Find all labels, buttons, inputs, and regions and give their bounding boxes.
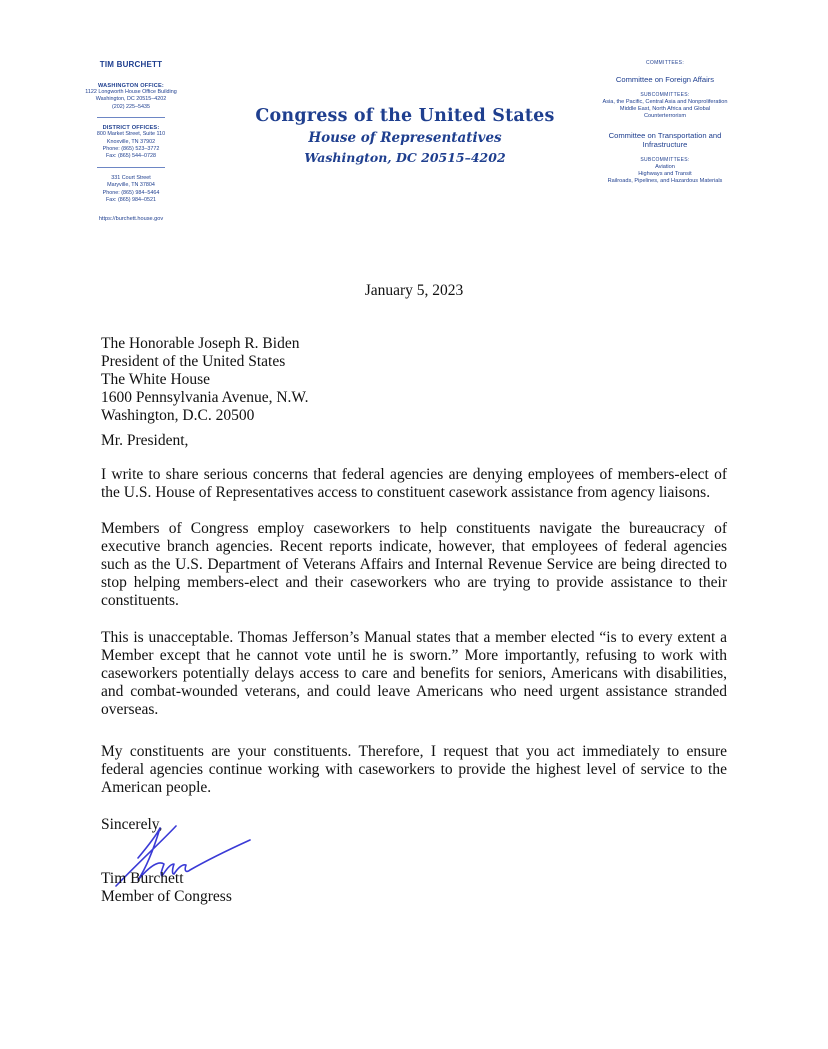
signer-name: Tim Burchett [101, 870, 184, 887]
letterhead-left-column [62, 60, 200, 222]
letterhead-divider [97, 167, 165, 168]
address-line: 1600 Pennsylvania Avenue, N.W. [101, 389, 309, 406]
district-office-line: Maryville, TN 37804 [107, 182, 155, 189]
subcommittee-line: Counterterrorism [644, 113, 686, 119]
subcommittee-line: Aviation [655, 164, 675, 170]
washington-office-line: Washington, DC 20515–4202 [95, 96, 167, 103]
signature-block [101, 870, 232, 906]
district-office-line: Knoxville, TN 37902 [106, 138, 156, 145]
address-line: Washington, D.C. 20500 [101, 407, 255, 424]
address-line: The Honorable Joseph R. Biden [101, 335, 300, 352]
washington-office-line: 1122 Longworth House Office Building [85, 89, 177, 95]
website-link[interactable]: https://burchett.house.gov [98, 216, 164, 223]
subcommittee-line: Middle East, North Africa and Global [619, 106, 711, 112]
district-office-line: Fax: (865) 544–0728 [105, 153, 157, 160]
body-paragraph: Members of Congress employ caseworkers to help constituents navigate the bureaucracy of executive branch agencies. Recent reports indicate, however, that employees of federal agencies such as the U.S. Department of Veterans Affairs and Internal Revenue Service are being directed to stop helping members-elect and their caseworkers who are trying to provide assistance to their constituents. [101, 520, 727, 609]
body-paragraph: My constituents are your constituents. Therefore, I request that you act immediately to ensure federal agencies continue working with caseworkers to provide the highest level of service to the American people. [101, 743, 727, 796]
subcommittee-line: Railroads, Pipelines, and Hazardous Materials [607, 178, 723, 184]
district-office-line: Phone: (865) 523–3772 [102, 146, 160, 153]
washington-office-line: (202) 225–5435 [111, 103, 151, 110]
district-office-line: 331 Court Street [111, 174, 151, 181]
district-offices-heading: DISTRICT OFFICES: [102, 125, 160, 132]
washington-office-heading: WASHINGTON OFFICE: [98, 83, 164, 89]
letterhead-center [250, 104, 560, 168]
recipient-address [101, 335, 309, 425]
address-line: President of the United States [101, 353, 286, 370]
body-paragraph: This is unacceptable. Thomas Jefferson’s Manual states that a member elected “is to every extent a Member except that he cannot vote until he is sworn.” More importantly, refusing to work with caseworkers potentially delays access to care and benefits for seniors, Americans with disabilities, and combat-wounded veterans, and could leave Americans who need urgent assistance stranded overseas. [101, 629, 727, 718]
closing: Sincerely, [101, 816, 163, 833]
subcommittee-line: Highways and Transit [638, 171, 692, 177]
signer-title: Member of Congress [101, 888, 232, 905]
letter-date: January 5, 2023 [364, 282, 464, 299]
letterhead-divider [97, 117, 165, 118]
subcommittee-line: Asia, the Pacific, Central Asia and Nonproliferation [602, 99, 728, 105]
district-office-line: 800 Market Street, Suite 110 [96, 131, 166, 138]
district-office-line: Phone: (865) 984–5464 [102, 189, 160, 196]
address-line: The White House [101, 371, 211, 388]
subcommittees-heading: SUBCOMMITTEES: [640, 157, 690, 163]
member-name-heading: TIM BURCHETT [99, 60, 163, 69]
letterhead-right-column [570, 60, 760, 185]
salutation: Mr. President, [101, 432, 189, 449]
subcommittees-heading: SUBCOMMITTEES: [640, 92, 690, 98]
house-subtitle: House of Representatives [308, 130, 502, 146]
district-office-line: Fax: (865) 984–0521 [105, 197, 157, 204]
city-line: Washington, DC 20515–4202 [304, 150, 506, 165]
congress-title: Congress of the United States [255, 106, 555, 126]
body-paragraph: I write to share serious concerns that federal agencies are denying employees of members-elect of the U.S. House of Representatives access to constituent casework assistance from agency liaisons. [101, 466, 727, 501]
committees-heading: COMMITTEES: [645, 60, 685, 66]
committee-name: Committee on Transportation and [608, 131, 722, 140]
committee-name: Committee on Foreign Affairs [615, 75, 715, 84]
committee-name: Infrastructure [642, 140, 688, 149]
